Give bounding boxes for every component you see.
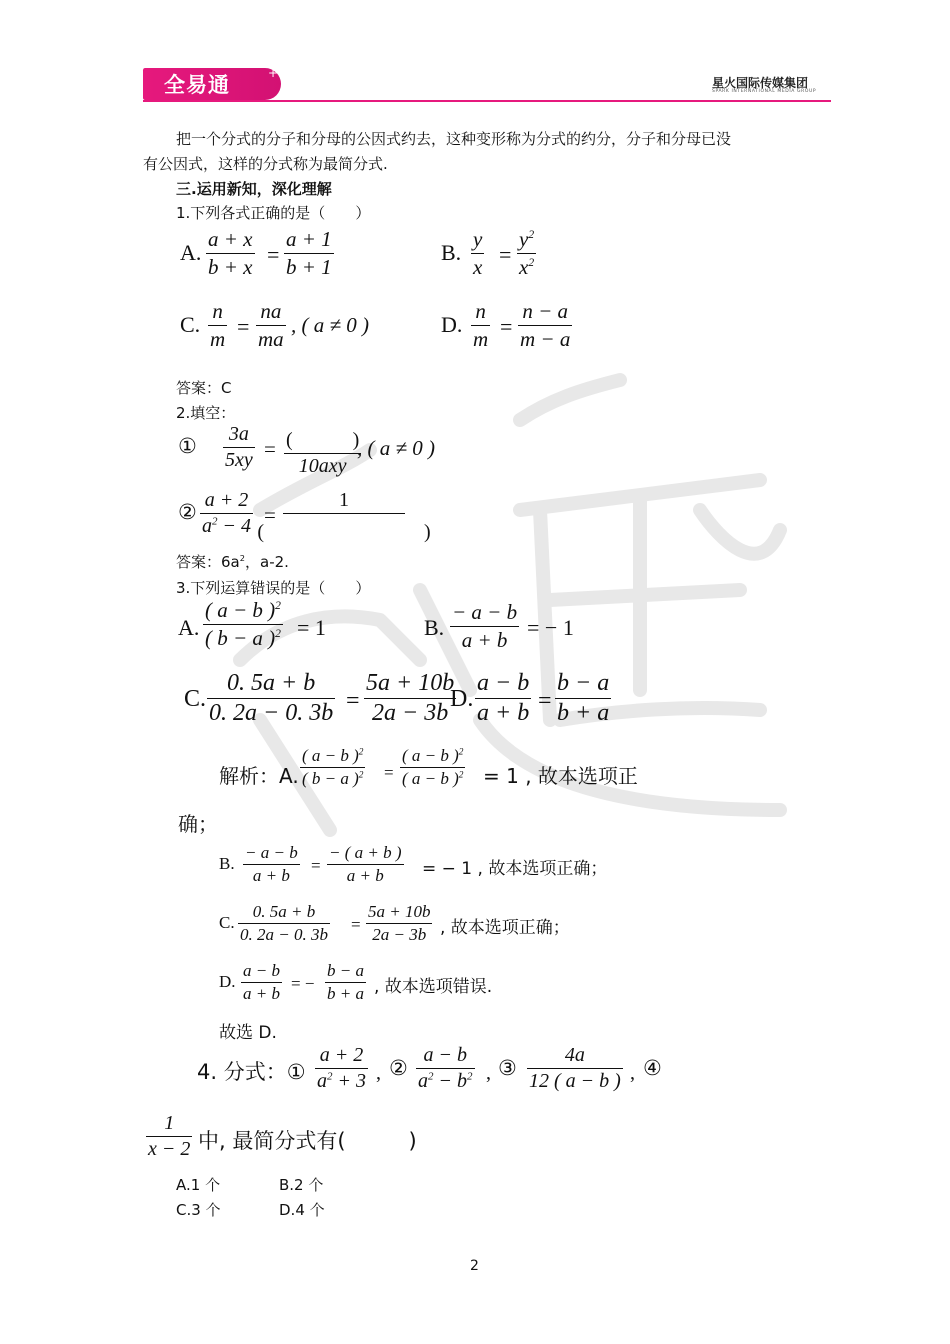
header-divider bbox=[143, 100, 831, 102]
q1-a-left-fraction bbox=[206, 227, 255, 280]
q3-sol-b-equals: = bbox=[311, 856, 321, 875]
q4-sep-2: , bbox=[486, 1062, 491, 1084]
q1-d-right-num: n − a bbox=[522, 299, 568, 323]
q4-sep-3: , bbox=[630, 1062, 635, 1084]
q3-sol-d-right-fraction bbox=[325, 961, 366, 1004]
q3-b-fraction bbox=[450, 600, 519, 653]
q2-answer-exp: 2 bbox=[239, 553, 245, 564]
q4-option-b: B.2 个 bbox=[279, 1176, 324, 1194]
q3-d-right-num: b − a bbox=[557, 670, 610, 696]
q1-c-left-num: n bbox=[212, 299, 223, 323]
q1-d-left-den: m bbox=[473, 327, 489, 351]
q3-sol-a-right-den-exp: 2 bbox=[458, 770, 464, 781]
q2-f2-left-fraction bbox=[200, 489, 253, 538]
q1-option-a-label: A. bbox=[180, 240, 202, 265]
q3-sol-a-left-num-exp: 2 bbox=[358, 747, 364, 758]
q3-option-b-label: B. bbox=[424, 615, 445, 640]
q3-sol-d-right-num: b − a bbox=[327, 961, 364, 980]
q4-f4-den: x − 2 bbox=[148, 1138, 191, 1160]
q3-c-equals: = bbox=[346, 688, 360, 714]
q2-f1-left-num: 3a bbox=[228, 423, 249, 445]
q3-sol-a-right-num-exp: 2 bbox=[458, 747, 464, 758]
q4-f2-den-b: − b bbox=[433, 1070, 467, 1092]
q3-a-den: ( b − a ) bbox=[205, 626, 276, 650]
q3-sol-a-left-den-exp: 2 bbox=[358, 770, 364, 781]
q1-stem: 1.下列各式正确的是（ ） bbox=[176, 204, 371, 222]
q4-option-d: D.4 个 bbox=[279, 1201, 325, 1219]
q2-answer-text: 答案：6a bbox=[176, 553, 240, 571]
q3-d-left-den: a + b bbox=[477, 700, 530, 726]
q1-c-left-den: m bbox=[210, 327, 226, 351]
q3-sol-b-left-fraction bbox=[243, 843, 300, 886]
q3-sol-a-tail: = 1 , 故本选项正 bbox=[483, 764, 638, 788]
q3-sol-b-right-num: − ( a + b ) bbox=[329, 843, 402, 862]
q1-b-left-fraction bbox=[471, 227, 484, 280]
q3-d-right-den: b + a bbox=[557, 700, 610, 726]
q2-f1-right-fraction bbox=[284, 423, 361, 478]
q3-sol-c-equals: = bbox=[351, 915, 361, 934]
q3-c-right-fraction bbox=[364, 670, 456, 727]
q4-f2-den-exp-a: 2 bbox=[428, 1070, 434, 1083]
q3-a-rhs: = 1 bbox=[297, 615, 326, 640]
intro-line-2: 有公因式，这样的分式称为最简分式. bbox=[143, 155, 388, 173]
q3-sol-d-tail: , 故本选项错误. bbox=[374, 977, 493, 997]
q1-c-right-den: ma bbox=[258, 327, 284, 351]
q3-b-den: a + b bbox=[461, 628, 508, 652]
q1-c-left-fraction bbox=[208, 299, 227, 352]
q2-f1-left-den: 5xy bbox=[225, 449, 253, 471]
q3-d-equals: = bbox=[538, 688, 552, 714]
q1-a-left-num: a + x bbox=[208, 227, 253, 251]
q3-sol-c-right-den: 2a − 3b bbox=[372, 925, 427, 944]
q3-option-a-label: A. bbox=[178, 615, 200, 640]
q2-f2-left-den-b: − 4 bbox=[217, 515, 251, 537]
q3-sol-c-right-num: 5a + 10b bbox=[368, 902, 431, 921]
q3-sol-d-label: D. bbox=[219, 972, 236, 991]
q1-a-left-den: b + x bbox=[208, 255, 253, 279]
q3-sol-a-right-num: ( a − b ) bbox=[402, 746, 459, 765]
q3-sol-d-left-den: a + b bbox=[243, 984, 280, 1003]
q3-sol-b-right-fraction bbox=[327, 843, 404, 886]
q1-d-left-fraction bbox=[471, 299, 490, 352]
q3-sol-b-label: B. bbox=[219, 854, 235, 873]
q3-a-den-exp: 2 bbox=[275, 627, 281, 640]
q3-c-left-fraction bbox=[207, 670, 335, 727]
q3-sol-c-tail: , 故本选项正确； bbox=[440, 918, 570, 938]
q3-c-left-den: 0. 2a − 0. 3b bbox=[209, 700, 334, 726]
q3-d-right-fraction bbox=[555, 670, 611, 727]
q1-d-equals: = bbox=[500, 314, 513, 339]
q3-sol-d-equals: = − bbox=[291, 974, 315, 993]
q1-b-left-den: x bbox=[473, 255, 483, 279]
q4-option-a: A.1 个 bbox=[176, 1176, 221, 1194]
logo-text: 全易通 bbox=[164, 73, 230, 97]
q3-sol-c-left-den: 0. 2a − 0. 3b bbox=[240, 925, 328, 944]
q4-stem: 4. 分式：① bbox=[197, 1060, 306, 1084]
q2-f1-right-den: 10axy bbox=[298, 455, 347, 477]
q3-sol-d-right-den: b + a bbox=[327, 984, 364, 1003]
q2-f1-right-num: ( ) bbox=[286, 429, 360, 451]
q4-circle-2: ② bbox=[389, 1056, 408, 1080]
q3-sol-b-tail: = − 1 , 故本选项正确； bbox=[422, 859, 608, 879]
logo-sparkle-icon: + bbox=[268, 66, 279, 80]
q3-c-right-num: 5a + 10b bbox=[366, 670, 455, 696]
q1-c-equals: = bbox=[237, 314, 250, 339]
q4-f2-den-exp-b: 2 bbox=[467, 1070, 473, 1083]
q3-solution-prefix: 解析：A. bbox=[219, 764, 299, 788]
q2-f1-left-fraction bbox=[223, 423, 255, 472]
q1-b-num-exp: 2 bbox=[528, 228, 535, 241]
q4-f3-den: 12 ( a − b ) bbox=[529, 1070, 621, 1092]
q2-circle-2: ② bbox=[178, 500, 197, 524]
q4-f1-fraction bbox=[315, 1044, 368, 1093]
q3-stem: 3.下列运算错误的是（ ） bbox=[176, 579, 371, 597]
q3-d-left-num: a − b bbox=[477, 670, 530, 696]
q4-f3-num: 4a bbox=[564, 1044, 585, 1066]
q3-sol-a-right-fraction bbox=[400, 746, 465, 789]
q4-f3-fraction bbox=[527, 1044, 623, 1093]
q1-b-right-den: x bbox=[519, 255, 529, 279]
q1-a-right-den: b + 1 bbox=[286, 255, 332, 279]
q1-d-right-fraction bbox=[518, 299, 572, 352]
q2-answer bbox=[176, 551, 289, 572]
q4-f1-den-exp: 2 bbox=[327, 1070, 333, 1083]
q4-circle-3: ③ bbox=[498, 1056, 517, 1080]
q4-f1-den-b: + 3 bbox=[332, 1070, 366, 1092]
q2-f2-right-fraction bbox=[257, 489, 431, 544]
q1-a-right-fraction bbox=[284, 227, 334, 280]
q3-sol-a-left-num: ( a − b ) bbox=[302, 746, 359, 765]
q3-sol-a-left-den: ( b − a ) bbox=[302, 769, 359, 788]
q3-sol-a-left-fraction bbox=[300, 746, 365, 789]
q3-a-num: ( a − b ) bbox=[205, 598, 276, 622]
q2-f2-left-den-a: a bbox=[202, 515, 212, 537]
q3-sol-b-right-den: a + b bbox=[346, 866, 384, 885]
q2-f2-left-den-exp: 2 bbox=[212, 515, 218, 528]
q2-f2-right-den: ( ) bbox=[257, 521, 431, 543]
q3-sol-c-left-fraction bbox=[238, 902, 330, 945]
q4-f2-num: a − b bbox=[423, 1044, 467, 1066]
q4-f4-fraction bbox=[146, 1112, 192, 1161]
q1-answer: 答案：C bbox=[176, 379, 232, 397]
q1-b-den-exp: 2 bbox=[528, 256, 535, 269]
q1-c-condition: , ( a ≠ 0 ) bbox=[291, 313, 370, 337]
q3-sol-c-right-fraction bbox=[366, 902, 432, 945]
q3-sol-conclusion: 故选 D. bbox=[219, 1023, 277, 1043]
q3-sol-a-right-den: ( a − b ) bbox=[402, 769, 459, 788]
q3-a-fraction bbox=[203, 598, 283, 651]
q3-b-num: − a − b bbox=[452, 600, 518, 624]
q3-sol-d-left-fraction bbox=[241, 961, 282, 1004]
q3-sol-c-label: C. bbox=[219, 913, 235, 932]
q2-answer-text-b: ，a-2. bbox=[245, 553, 289, 571]
intro-line-1: 把一个分式的分子和分母的公因式约去，这种变形称为分式的约分，分子和分母已没 bbox=[176, 130, 732, 148]
q1-d-right-den: m − a bbox=[520, 327, 571, 351]
q2-stem: 2.填空： bbox=[176, 404, 236, 422]
q3-sol-d-left-num: a − b bbox=[243, 961, 280, 980]
q1-c-right-num: na bbox=[260, 299, 282, 323]
q2-f2-equals: = bbox=[264, 503, 276, 527]
q4-f2-fraction bbox=[416, 1044, 475, 1093]
q1-option-c-label: C. bbox=[180, 312, 201, 337]
q1-b-right-fraction bbox=[517, 227, 536, 280]
q4-f1-num: a + 2 bbox=[319, 1044, 364, 1066]
q1-a-equals: = bbox=[267, 242, 280, 267]
q3-sol-b-left-num: − a − b bbox=[245, 843, 298, 862]
q3-b-rhs: = − 1 bbox=[527, 615, 574, 640]
q2-f2-left-num: a + 2 bbox=[204, 489, 249, 511]
q1-option-b-label: B. bbox=[441, 240, 462, 265]
q4-question-tail: 中, 最简分式有( ) bbox=[198, 1129, 417, 1153]
q4-sep-1: , bbox=[376, 1062, 381, 1084]
q2-circle-1: ① bbox=[178, 434, 197, 458]
q1-b-equals: = bbox=[499, 242, 512, 267]
q4-circle-4: ④ bbox=[643, 1056, 662, 1080]
q3-c-left-num: 0. 5a + b bbox=[227, 670, 316, 696]
publisher-name: 星火国际传媒集团 bbox=[712, 76, 809, 90]
q3-sol-c-left-num: 0. 5a + b bbox=[252, 902, 316, 921]
q3-sol-b-left-den: a + b bbox=[252, 866, 290, 885]
q4-f4-num: 1 bbox=[164, 1112, 175, 1134]
q2-f1-condition: , ( a ≠ 0 ) bbox=[357, 436, 436, 460]
q3-option-d-label: D. bbox=[450, 686, 474, 712]
q3-a-num-exp: 2 bbox=[275, 599, 281, 612]
q1-c-right-fraction bbox=[256, 299, 286, 352]
q1-b-right-num: y bbox=[519, 227, 529, 251]
q4-f2-den-a: a bbox=[418, 1070, 428, 1092]
page-number: 2 bbox=[470, 1258, 479, 1274]
q3-sol-a-equals: = bbox=[384, 763, 394, 782]
q2-f1-equals: = bbox=[264, 437, 276, 461]
q3-c-right-den: 2a − 3b bbox=[372, 700, 449, 726]
q4-option-c: C.3 个 bbox=[176, 1201, 221, 1219]
q3-sol-a-continued: 确； bbox=[178, 812, 218, 836]
q1-b-left-num: y bbox=[473, 227, 483, 251]
q1-a-right-num: a + 1 bbox=[286, 227, 332, 251]
q3-option-c-label: C. bbox=[184, 686, 207, 712]
q2-f2-right-num: 1 bbox=[339, 489, 349, 511]
publisher-name-en: SPARK INTERNATIONAL MEDIA GROUP bbox=[712, 89, 817, 94]
q1-option-d-label: D. bbox=[441, 312, 463, 337]
q1-d-left-num: n bbox=[475, 299, 486, 323]
q4-f1-den-a: a bbox=[317, 1070, 327, 1092]
section-title: 三.运用新知，深化理解 bbox=[176, 180, 332, 198]
q3-d-left-fraction bbox=[475, 670, 531, 727]
